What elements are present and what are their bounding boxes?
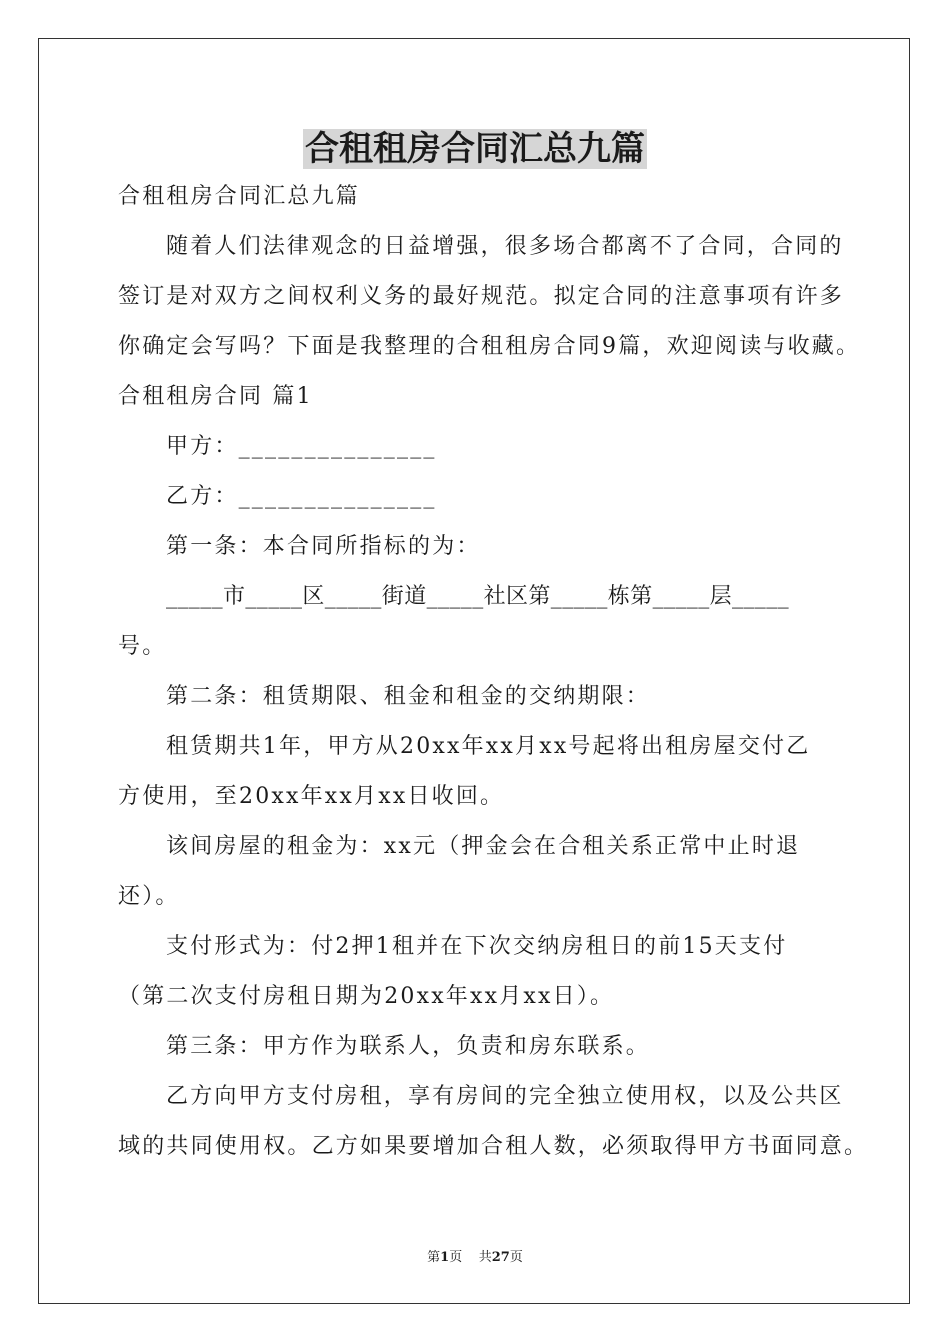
footer-total-prefix: 共 <box>478 1250 492 1265</box>
lease-term-line-1: 租赁期共1年，甲方从20xx年xx月xx号起将出租房屋交付乙 <box>166 734 811 759</box>
footer-total-number: 27 <box>491 1250 510 1265</box>
article-2-heading: 第二条：租赁期限、租金和租金的交纳期限： <box>166 684 651 709</box>
usage-rights-line-2: 域的共同使用权。乙方如果要增加合租人数，必须取得甲方书面同意。 <box>118 1134 869 1159</box>
intro-line-1: 随着人们法律观念的日益增强，很多场合都离不了合同，合同的 <box>166 234 844 259</box>
address-line-end: 号。 <box>118 634 167 659</box>
intro-line-2: 签订是对双方之间权利义务的最好规范。拟定合同的注意事项有许多 <box>118 284 845 309</box>
page-footer <box>0 1246 950 1265</box>
section-heading: 合租租房合同 篇1 <box>118 384 313 409</box>
footer-page-suffix: 页 <box>449 1250 463 1265</box>
party-b-line: 乙方：_______________ <box>166 484 437 509</box>
article-3-heading: 第三条：甲方作为联系人，负责和房东联系。 <box>166 1034 651 1059</box>
footer-page-number: 1 <box>440 1250 450 1265</box>
rent-line-1: 该间房屋的租金为：xx元（押金会在合租关系正常中止时退 <box>166 834 801 859</box>
payment-line-1: 支付形式为：付2押1租并在下次交纳房租日的前15天支付 <box>166 934 788 959</box>
footer-total-suffix: 页 <box>509 1250 523 1265</box>
usage-rights-line-1: 乙方向甲方支付房租，享有房间的完全独立使用权，以及公共区 <box>166 1084 844 1109</box>
address-line: _____市_____区_____街道_____社区第_____栋第_____层_____ <box>166 584 790 609</box>
rent-line-2: 还）。 <box>118 884 180 909</box>
article-1-heading: 第一条：本合同所指标的为： <box>166 534 481 559</box>
lease-term-line-2: 方使用，至20xx年xx月xx日收回。 <box>118 784 505 809</box>
intro-line-3: 你确定会写吗？下面是我整理的合租租房合同9篇，欢迎阅读与收藏。 <box>118 334 861 359</box>
document-title <box>0 126 950 172</box>
subtitle-line: 合租租房合同汇总九篇 <box>118 184 361 209</box>
footer-page-prefix: 第 <box>427 1250 441 1265</box>
payment-line-2: （第二次支付房租日期为20xx年xx月xx日）。 <box>118 984 615 1009</box>
document-title-text: 合租租房合同汇总九篇 <box>305 129 645 169</box>
party-a-line: 甲方：_______________ <box>166 434 437 459</box>
